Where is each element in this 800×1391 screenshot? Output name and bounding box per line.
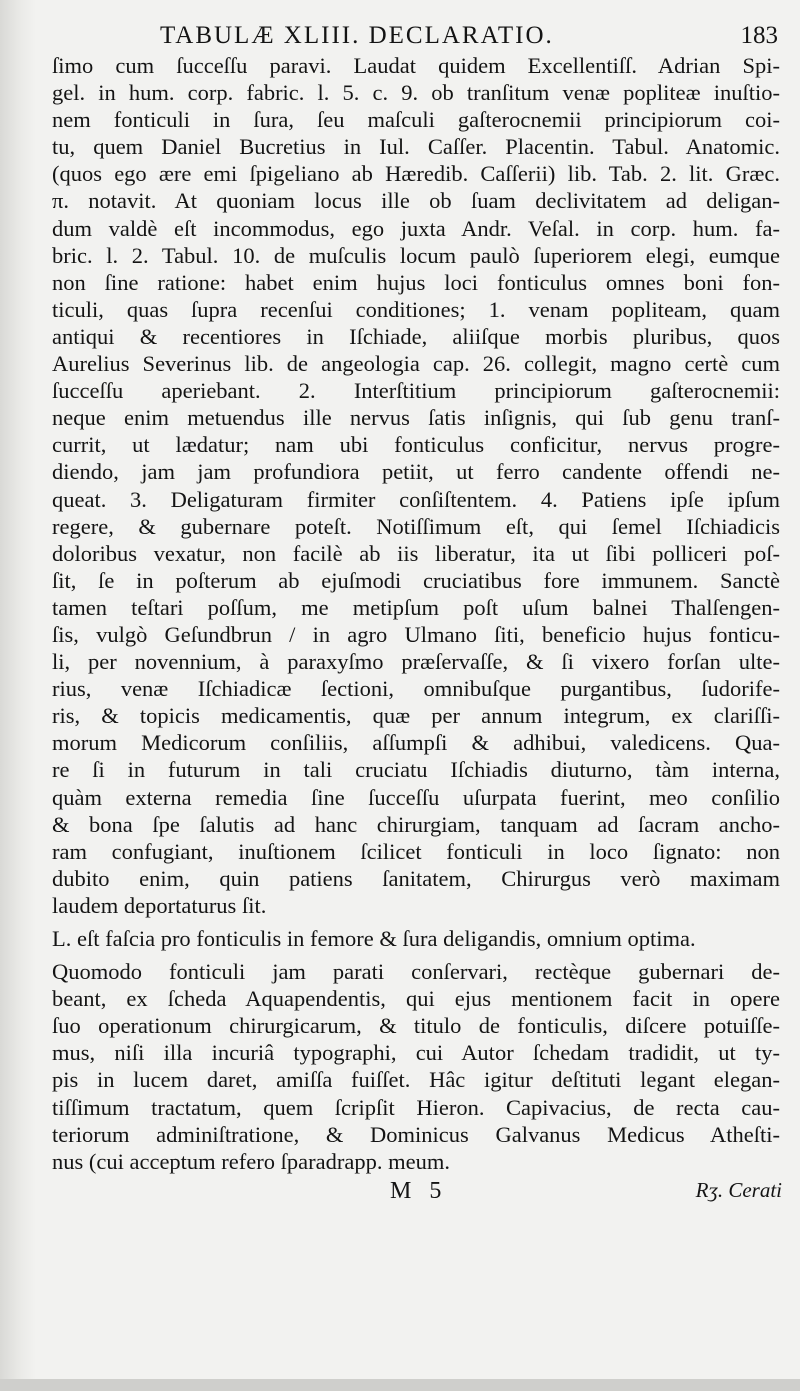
text-line: ſit, ſe in poſterum ab ejuſmodi cruciatibus fore immunem. Sanctè xyxy=(52,567,780,593)
text-line: ſuo operationum chirurgicarum, & titulo de fonticulis, diſcere potuiſſe- xyxy=(52,1013,780,1039)
text-line: tiſſimum tractatum, quem ſcripſit Hieron. Capivacius, de recta cau- xyxy=(52,1094,780,1120)
text-line: π. notavit. At quoniam locus ille ob ſuam declivitatem ad deligan- xyxy=(52,188,780,214)
running-header xyxy=(160,22,778,56)
scan-edge xyxy=(0,1379,800,1391)
page-body-text xyxy=(52,52,780,1175)
text-line: bric. l. 2. Tabul. 10. de muſculis locum paulò ſuperiorem elegi, eumque xyxy=(52,242,780,268)
text-line: antiqui & recentiores in Iſchiade, aliiſque morbis pluribus, quos xyxy=(52,323,780,349)
page-number: 183 xyxy=(740,22,778,49)
text-line: nem fonticuli in ſura, ſeu maſculi gaſterocnemii principiorum coi- xyxy=(52,107,780,133)
text-line: L. eſt faſcia pro fonticulis in femore & ſura deligandis, omnium optima. xyxy=(52,926,696,951)
text-line: non ſine ratione: habet enim hujus loci fonticulus omnes boni fon- xyxy=(52,269,780,295)
text-line: beant, ex ſcheda Aquapendentis, qui ejus mentionem facit in opere xyxy=(52,986,780,1012)
text-line: ſucceſſu aperiebant. 2. Interſtitium principiorum gaſterocnemii: xyxy=(52,378,780,404)
text-line: & bona ſpe ſalutis ad hanc chirurgiam, tanquam ad ſacram ancho- xyxy=(52,811,780,837)
text-line: re ſi in futurum in tali cruciatu Iſchiadis diuturno, tàm interna, xyxy=(52,757,780,783)
text-line: dubito enim, quin patiens ſanitatem, Chirurgus verò maximam xyxy=(52,865,780,891)
text-line: dum valdè eſt incommodus, ego juxta Andr. Veſal. in corp. hum. fa- xyxy=(52,215,780,241)
text-line: diendo, jam jam profundiora petiit, ut ferro candente offendi ne- xyxy=(52,459,780,485)
text-line: rius, venæ Iſchiadicæ ſectioni, omnibuſque purgantibus, ſudorife- xyxy=(52,676,780,702)
text-line: quàm externa remedia ſine ſucceſſu uſurpata fuerint, meo conſilio xyxy=(52,784,780,810)
text-line: morum Medicorum conſiliis, aſſumpſi & adhibui, valedicens. Qua- xyxy=(52,730,780,756)
text-line: ſis, vulgò Geſundbrun / in agro Ulmano ſiti, beneficio hujus fonticu- xyxy=(52,621,780,647)
text-line: li, per novennium, à paraxyſmo præſervaſſe, & ſi vixero forſan ulte- xyxy=(52,649,780,675)
page-footer xyxy=(60,1178,782,1210)
paragraph xyxy=(52,958,780,1175)
text-line: tamen teſtari poſſum, me metipſum poſt uſum balnei Thalſengen- xyxy=(52,594,780,620)
text-line: nus (cui acceptum refero ſparadrapp. meum. xyxy=(52,1148,450,1174)
text-line: regere, & gubernare poteſt. Notiſſimum eſt, qui ſemel Iſchiadicis xyxy=(52,513,780,539)
text-line: tu, quem Daniel Bucretius in Iul. Caſſer. Placentin. Tabul. Anatomic. xyxy=(52,134,780,160)
text-line: gel. in hum. corp. fabric. l. 5. c. 9. ob tranſitum venæ popliteæ inuſtio- xyxy=(52,80,780,106)
text-line: Aurelius Severinus lib. de angeologia cap. 26. collegit, magno certè cum xyxy=(52,351,780,377)
text-line: ris, & topicis medicamentis, quæ per annum integrum, ex clariſſi- xyxy=(52,703,780,729)
text-line: (quos ego ære emi ſpigeliano ab Hæredib. Caſſerii) lib. Tab. 2. lit. Græc. xyxy=(52,161,780,187)
text-line: pis in lucem daret, amiſſa fuiſſet. Hâc igitur deſtituti legant elegan- xyxy=(52,1067,780,1093)
signature-mark: M 5 xyxy=(390,1178,448,1204)
text-line: ram confugiant, inuſtionem ſcilicet fonticuli in loco ſignato: non xyxy=(52,838,780,864)
text-line: laudem deportaturus ſit. xyxy=(52,892,267,918)
paragraph xyxy=(52,52,780,919)
paragraph xyxy=(52,925,780,952)
text-line: queat. 3. Deligaturam firmiter conſiſtentem. 4. Patiens ipſe ipſum xyxy=(52,486,780,512)
text-line: mus, niſi illa incuriâ typographi, cui Autor ſchedam tradidit, ut ty- xyxy=(52,1040,780,1066)
text-line: neque enim metuendus ille nervus ſatis inſignis, qui ſub genu tranſ- xyxy=(52,405,780,431)
running-title: TABULÆ XLIII. DECLARATIO. xyxy=(160,22,554,49)
text-line: Quomodo fonticuli jam parati conſervari, rectèque gubernari de- xyxy=(52,959,780,985)
text-line: ſimo cum ſucceſſu paravi. Laudat quidem Excellentiſſ. Adrian Spi- xyxy=(52,53,780,78)
catchword: Rʒ. Cerati xyxy=(695,1178,782,1202)
text-line: doloribus vexatur, non facilè ab iis liberatur, ita ut ſibi polliceri poſ- xyxy=(52,540,780,566)
page-gutter-shadow xyxy=(0,0,36,1391)
text-line: ticuli, quas ſupra recenſui conditiones; 1. venam popliteam, quam xyxy=(52,296,780,322)
text-line: teriorum adminiſtratione, & Dominicus Galvanus Medicus Atheſti- xyxy=(52,1121,780,1147)
text-line: currit, ut lædatur; nam ubi fonticulus conficitur, nervus progre- xyxy=(52,432,780,458)
